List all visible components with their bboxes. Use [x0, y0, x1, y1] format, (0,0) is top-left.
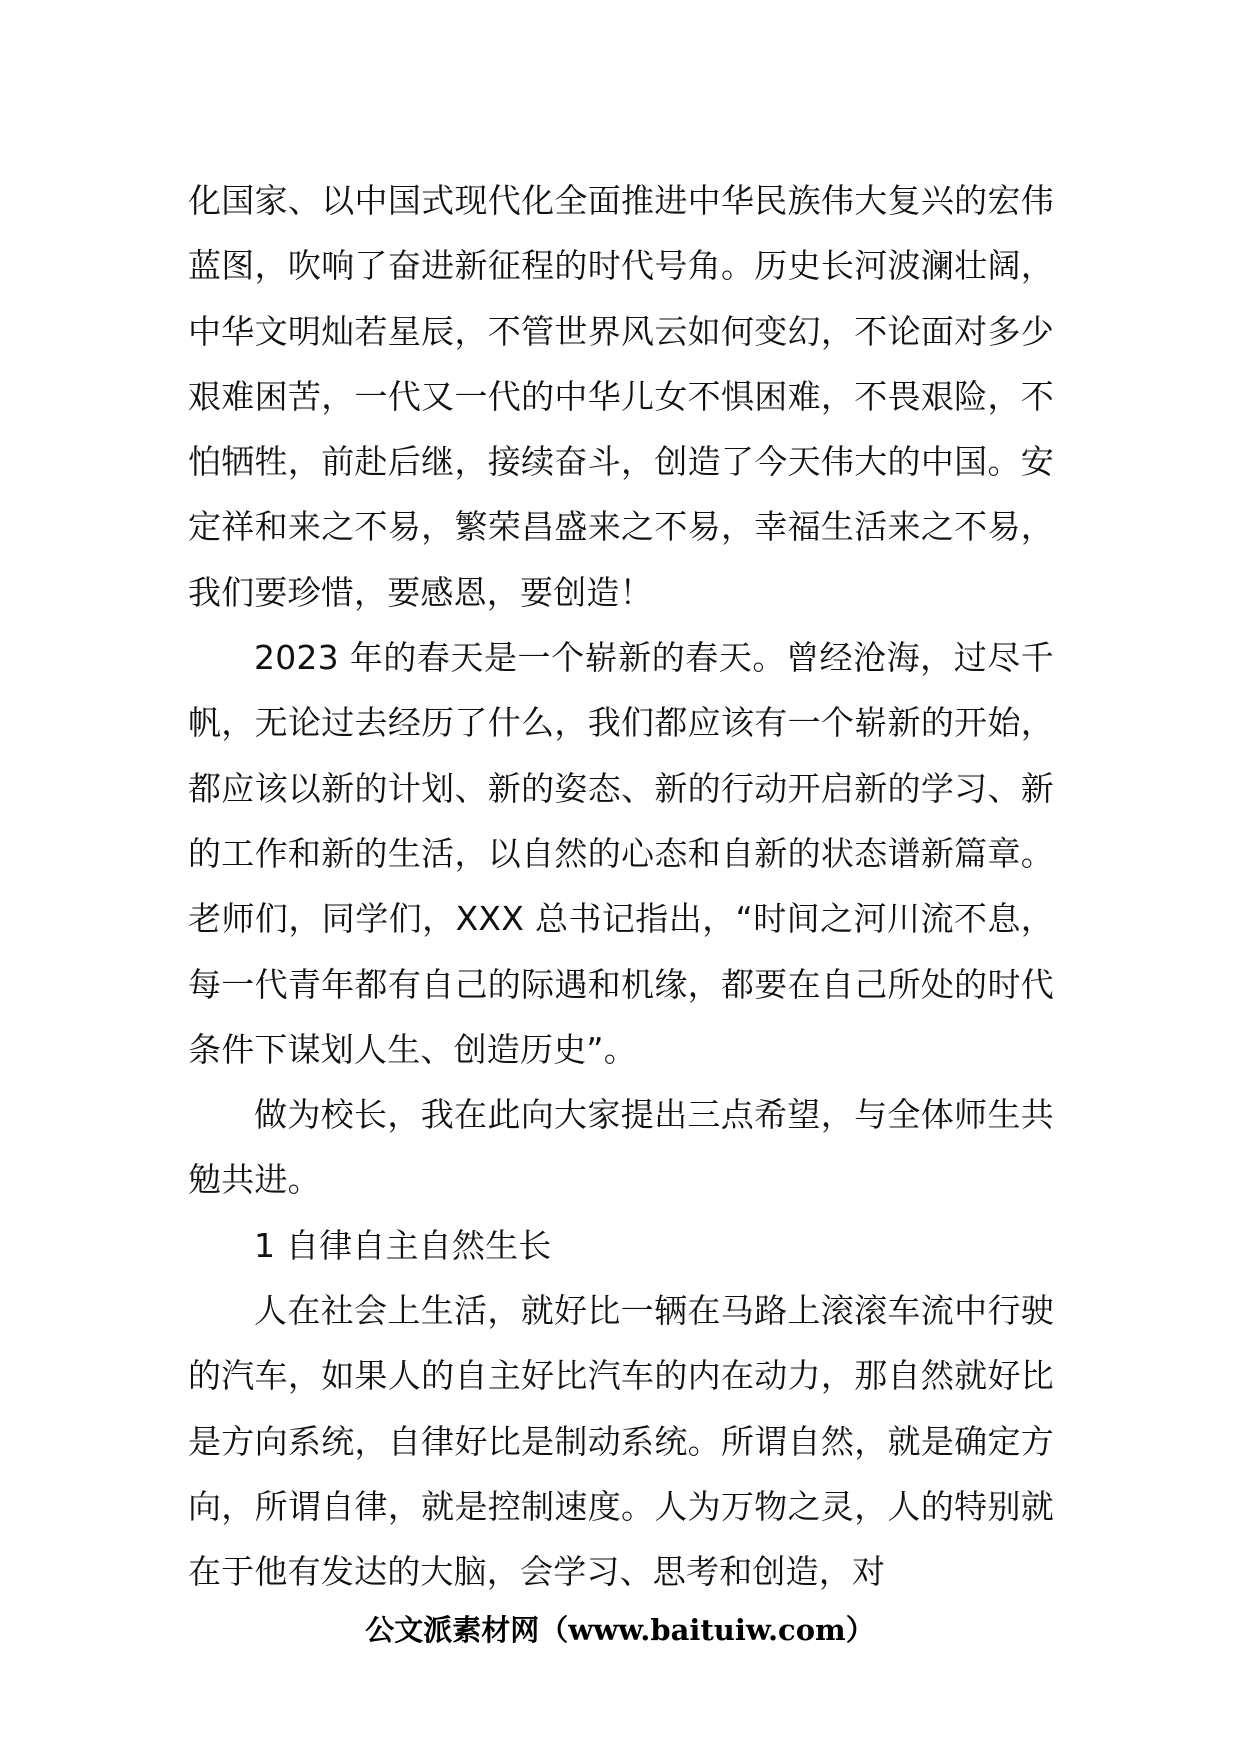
- section-heading-1: 1 自律自主自然生长: [254, 1225, 552, 1265]
- paragraph-3: 做为校长，我在此向大家提出三点希望，与全体师生共勉共进。: [188, 1095, 1054, 1200]
- paragraph-1: 化国家、以中国式现代化全面推进中华民族伟大复兴的宏伟蓝图，吹响了奋进新征程的时代号角。历史长河波澜壮阔，中华文明灿若星辰，不管世界风云如何变幻，不论面对多少艰难困苦，一代又一代的中华儿女不惧困难，不畏艰险，不怕牺牲，前赴后继，接续奋斗，创造了今天伟大的中国。安定祥和来之不易，繁荣昌盛来之不易，幸福生活来之不易，我们要珍惜，要感恩，要创造！: [188, 181, 1054, 612]
- footer-watermark: 公文派素材网（www.baituiw.com）: [365, 1613, 875, 1647]
- paragraph-2: 2023 年的春天是一个崭新的春天。曾经沧海，过尽千帆，无论过去经历了什么，我们都应该有一个崭新的开始， 都应该以新的计划、新的姿态、新的行动开启新的学习、新的工作和新的生活，以自然的心态和自新的状态谱新篇章。老师们，同学们，XXX 总书记指出，“时间之河川流不息，每一代青年都有自己的际遇和机缘，都要在自己所处的时代条件下谋划人生、创造历史”。: [188, 638, 1054, 1069]
- document-body: [188, 168, 1054, 1605]
- paragraph-5: 人在社会上生活，就好比一辆在马路上滚滚车流中行驶的汽车，如果人的自主好比汽车的内在动力，那自然就好比是方向系统，自律好比是制动系统。所谓自然，就是确定方向，所谓自律，就是控制速度。人为万物之灵，人的特别就在于他有发达的大脑，会学习、思考和创造，对: [188, 1291, 1054, 1592]
